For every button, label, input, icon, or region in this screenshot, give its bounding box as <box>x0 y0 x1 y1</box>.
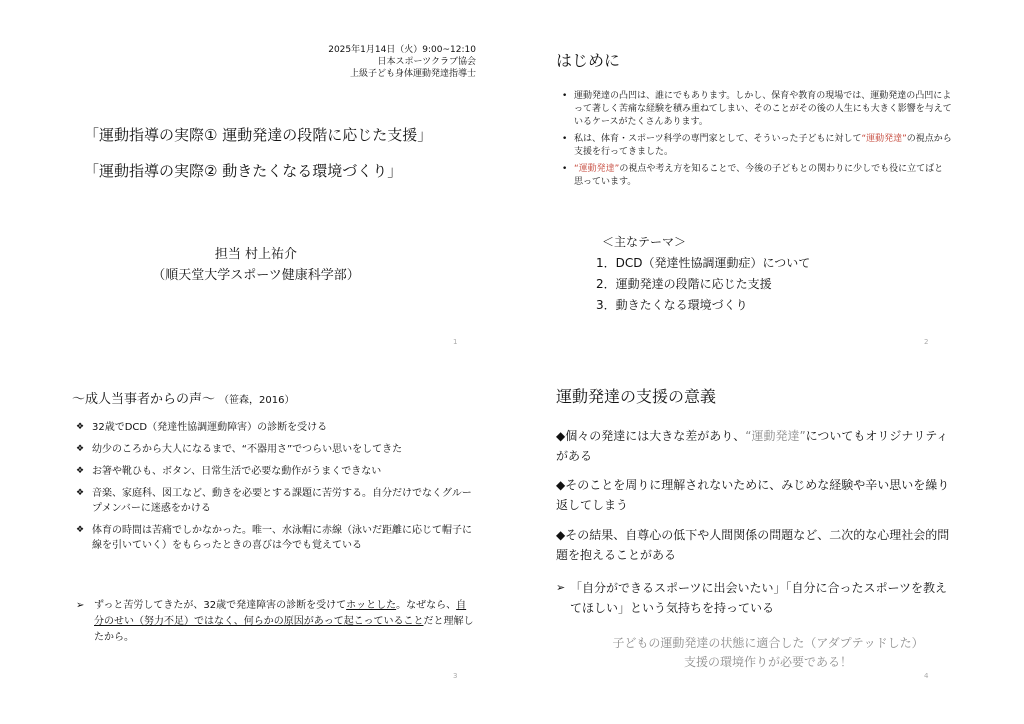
slide-4 <box>512 362 1024 724</box>
slide-title-text: ～成人当事者からの声～ <box>72 392 216 407</box>
point-text: ◆個々の発達には大きな差があり、 <box>556 429 746 443</box>
list-item: ❖ お箸や靴ひも、ボタン、日常生活で必要な動作がうまくできない <box>76 464 472 479</box>
slide-1 <box>0 0 512 362</box>
conclusion-text <box>76 598 474 646</box>
list-item: ❖ 32歳でDCD（発達性協調運動障害）の診断を受ける <box>76 420 472 435</box>
bullet-text-end: の視点や考え方を知ることで、今後の子どもとの関わりに少しでも役に立てばと思っています。 <box>574 164 944 187</box>
feeling-point <box>556 578 956 618</box>
slide-2 <box>512 0 1024 362</box>
slide-3 <box>0 362 512 724</box>
message-line: 子どもの運動発達の状態に適合した（アダプテッドした） <box>612 636 924 650</box>
theme-item: 3．動きたくなる環境づくり <box>596 298 748 312</box>
point-text-end: についてもオリジナリティがある <box>556 429 949 463</box>
presenter-block <box>0 244 512 286</box>
underlined-phrase: 自分のせい（努力不足）ではなく、何らかの原因があって起こっていること <box>94 600 467 627</box>
header-course: 上級子ども身体運動発達指導士 <box>349 69 476 79</box>
page-number: 3 <box>453 672 458 680</box>
conclusion-part: 。なぜなら、 <box>396 600 457 611</box>
themes-heading: ＜主なテーマ＞ <box>602 235 687 249</box>
list-item: ❖ 体育の時間は苦痛でしかなかった。唯一、水泳帽に赤線（泳いだ距離に応じて帽子に線を引いていく）をもらったときの喜びは今でも覚えている <box>76 523 472 553</box>
message-line: 支援の環境作りが必要である！ <box>683 655 852 669</box>
list-item <box>562 163 952 189</box>
list-item: ❖ 幼少のころから大人になるまで、“不器用さ”でつらい思いをしてきた <box>76 442 472 457</box>
slide-title: 運動発達の支援の意義 <box>556 387 717 406</box>
conclusion-part: ずっと苦労してきたが、32歳で発達障害の診断を受けて <box>94 600 347 611</box>
slide-title: はじめに <box>556 51 621 70</box>
lecture-title-1: 「運動指導の実際① 運動発達の段階に応じた支援」 <box>84 126 433 144</box>
significance-point: ◆そのことを周りに理解されないために、みじめな経験や辛い思いを繰り返してしまう <box>556 478 950 512</box>
bullet-text: 私は、体育・スポーツ科学の専門家として、そういった子どもに対して <box>574 134 862 144</box>
intro-bullet-list <box>562 90 952 193</box>
lecture-title-2: 「運動指導の実際② 動きたくなる環境づくり」 <box>84 162 403 180</box>
page-number: 2 <box>924 338 929 346</box>
slide-title <box>72 388 294 407</box>
presenter-name: 担当 村上祐介 <box>214 247 298 262</box>
presenter-affiliation: （順天堂大学スポーツ健康科学部） <box>152 268 360 283</box>
point-text: 「自分ができるスポーツに出会いたい」「自分に合ったスポーツを教えてほしい」という気持ちを持っている <box>570 581 948 615</box>
significance-point: ◆その結果、自尊心の低下や人間関係の問題など、二次的な心理社会的問題を抱えることがある <box>556 528 950 562</box>
adapted-support-message <box>512 634 1024 672</box>
page-number: 4 <box>924 672 929 680</box>
conclusion <box>76 598 474 646</box>
main-themes <box>596 232 810 316</box>
list-item <box>562 90 952 129</box>
list-item <box>562 133 952 159</box>
arrow-bullet-icon: ➢ <box>556 581 566 594</box>
quoted-term: “運動発達” <box>745 429 806 443</box>
quoted-term: “運動発達” <box>574 164 620 174</box>
voice-list <box>76 420 472 560</box>
slide-header <box>328 44 476 80</box>
theme-item: 2．運動発達の段階に応じた支援 <box>596 277 772 291</box>
bullet-text-end: の視点から支援を行ってきました。 <box>574 134 952 157</box>
arrow-bullet-icon: ➢ <box>76 600 85 611</box>
conclusion-part: だと理解したから。 <box>94 616 474 643</box>
bullet-text: 運動発達の凸凹は、誰にでもあります。しかし、保育や教育の現場では、運動発達の凸凹によって著しく苦痛な経験を積み重ねてしまい、そのことがその後の人生にも大きく影響を与えているケースがたくさんあります。 <box>574 91 952 127</box>
theme-item: 1．DCD（発達性協調運動症）について <box>596 256 811 270</box>
header-datetime: 2025年1月14日（火）9:00~12:10 <box>328 45 476 55</box>
list-item: ❖ 音楽、家庭科、図工など、動きを必要とする課題に苦労する。自分だけでなくグループメンバーに迷惑をかける <box>76 486 472 516</box>
header-organization: 日本スポーツクラブ協会 <box>377 57 476 67</box>
citation: （笹森，2016） <box>219 395 295 406</box>
underlined-phrase: ホッとした <box>346 600 397 611</box>
quoted-term: “運動発達” <box>861 134 907 144</box>
significance-point <box>556 426 956 466</box>
page-number: 1 <box>453 338 458 346</box>
